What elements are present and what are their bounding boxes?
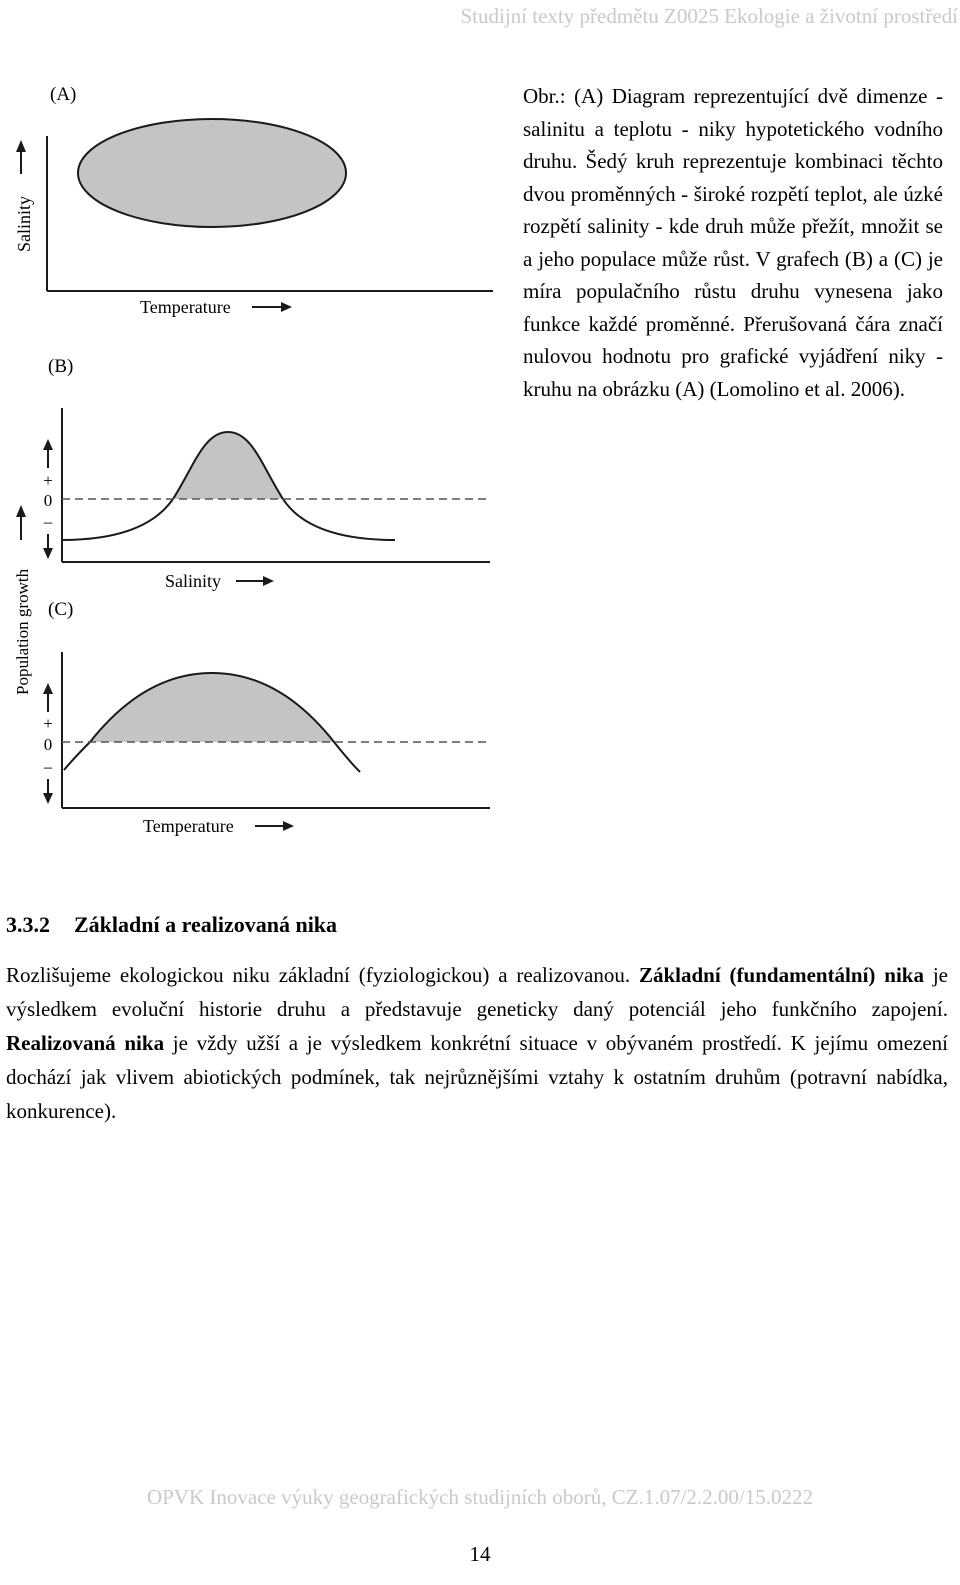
paragraph-text-2: je výsledkem evoluční historie druhu a představuje geneticky daný potenciál jeho funkčního zapojení.	[6, 963, 948, 1021]
panel-a-y-label: Salinity	[14, 195, 34, 252]
panel-a-letter: (A)	[50, 84, 77, 105]
niche-ellipse	[78, 119, 346, 227]
niche-diagram	[0, 70, 500, 860]
niche-figure	[0, 70, 500, 860]
page-footer: OPVK Inovace výuky geografických studijních oborů, CZ.1.07/2.2.00/15.0222	[146, 1485, 814, 1509]
panel-b-positive-area	[173, 432, 283, 499]
panel-c-x-arrowhead	[283, 821, 294, 831]
panel-b-x-label: Salinity	[165, 571, 222, 591]
panel-b-plus: +	[43, 471, 53, 490]
panel-c-minus: –	[43, 757, 53, 776]
panel-b-x-arrowhead	[263, 576, 274, 586]
section-number: 3.3.2	[6, 912, 50, 937]
panel-c-letter: (C)	[48, 599, 74, 620]
panel-a-y-arrowhead	[16, 140, 26, 152]
panel-b-down-arrowhead	[43, 548, 53, 559]
panel-b-minus: –	[43, 512, 53, 531]
body-paragraph	[6, 958, 948, 1128]
paragraph-text-1: Rozlišujeme ekologickou niku základní (fyziologickou) a realizovanou.	[6, 963, 639, 987]
panel-a-x-label: Temperature	[140, 297, 231, 317]
panel-b-zero: 0	[43, 491, 53, 510]
panel-c-positive-area	[90, 673, 334, 742]
fundamental-niche-term: Základní (fundamentální) nika	[638, 963, 924, 987]
population-growth-arrowhead	[16, 505, 26, 517]
section-title: Základní a realizovaná nika	[74, 912, 338, 937]
panel-c-down-arrowhead	[43, 793, 53, 804]
panel-c-zero: 0	[43, 735, 53, 754]
panel-c-plus: +	[43, 714, 53, 733]
paragraph-text-3: je vždy užší a je výsledkem konkrétní situace v obývaném prostředí. K jejímu omezení dochází jak vlivem abiotických podmínek, tak nejrůznějšími vztahy k ostatním druhům (potravní nabídka, konkurence).	[6, 1031, 948, 1123]
page-number: 14	[469, 1542, 491, 1566]
page-header: Studijní texty předmětu Z0025 Ekologie a životní prostředí	[460, 4, 958, 28]
panel-a-x-arrowhead	[281, 302, 292, 312]
realized-niche-term: Realizovaná nika	[6, 1031, 165, 1055]
figure-caption: Obr.: (A) Diagram reprezentující dvě dimenze - salinitu a teplotu - niky hypotetického vodního druhu. Šedý kruh reprezentuje kombinaci těchto dvou proměnných - široké rozpětí teplot, ale úzké rozpětí salinity - kde druh může přežít, množit se a jeho populace může růst. V grafech (B) a (C) je míra populačního růstu druhu vynesena jako funkce každé proměnné. Přerušovaná čára značí nulovou hodnotu pro grafické vyjádření niky - kruhu na obrázku (A) (Lomolino et al. 2006).	[523, 84, 943, 401]
section-heading	[6, 912, 337, 938]
panel-c-up-arrowhead	[43, 683, 53, 694]
panel-b-up-arrowhead	[43, 439, 53, 450]
population-growth-label: Population growth	[13, 568, 32, 695]
panel-c-x-label: Temperature	[143, 816, 234, 836]
panel-b-letter: (B)	[48, 356, 74, 377]
